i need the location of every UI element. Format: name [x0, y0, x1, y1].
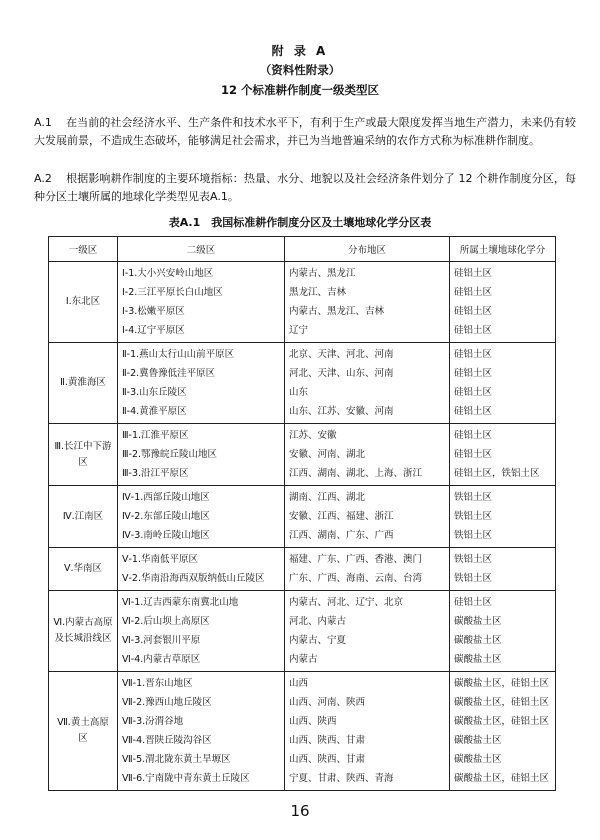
zone-line: Ⅶ-1.晋东山地区 — [122, 678, 193, 689]
soil-cell — [450, 343, 556, 424]
paragraph-text: 根据影响耕作制度的主要环境指标：热量、水分、地貌以及社会经济条件划分了 12 个耕作制度分区，每种分区土壤所属的地球化学类型见表A.1。 — [34, 172, 576, 203]
zone-line: Ⅴ-2.华南沿海西双版纳低山丘陵区 — [122, 573, 265, 584]
soil-cell — [450, 424, 556, 486]
annex-name: 12 个标准耕作制度一级类型区 — [220, 83, 379, 97]
soil-line: 硅铝土区 — [454, 449, 493, 460]
level1-zone-cell: Ⅶ.黄土高原区 — [49, 672, 118, 791]
level1-zone-cell: Ⅰ.东北区 — [49, 262, 118, 343]
area-cell — [285, 672, 450, 791]
soil-line: 硅铝土区 — [454, 325, 493, 336]
zone-line: Ⅱ-4.黄淮平原区 — [122, 406, 187, 417]
area-line: 广东、广西、海南、云南、台湾 — [289, 573, 423, 584]
soil-line: 铁铝土区 — [454, 492, 493, 503]
soil-line: 铁铝土区 — [454, 511, 493, 522]
zone-line: Ⅱ-3.山东丘陵区 — [122, 387, 187, 398]
soil-line: 铁铝土区 — [454, 530, 493, 541]
zone-cell — [118, 262, 285, 343]
table-header-row — [49, 237, 556, 262]
area-line: 黑龙江、吉林 — [289, 287, 347, 298]
area-line: 山西 — [289, 678, 309, 689]
area-line: 安徽、河南、湖北 — [289, 449, 366, 460]
soil-line: 硅铝土区 — [454, 406, 493, 417]
zone-line: Ⅵ-3.河套银川平原 — [122, 635, 201, 646]
paragraph-text: 在当前的社会经济水平、生产条件和技术水平下，有利于生产或最大限度发挥当地生产潜力，未来仍有较大发展前景，不造成生态破坏，能够满足社会需求，并已为当地普遍采纳的农作方式称为标准耕作制度。 — [34, 116, 576, 147]
soil-line: 硅铝土区 — [454, 306, 493, 317]
soil-line: 硅铝土区 — [454, 597, 493, 608]
area-line: 福建、广东、广西、香港、澳门 — [289, 554, 423, 565]
soil-line: 碳酸盐土区 — [454, 654, 502, 665]
zone-cell — [118, 548, 285, 591]
level1-zone-cell: Ⅳ.江南区 — [49, 486, 118, 548]
zone-line: Ⅳ-3.南岭丘陵山地区 — [122, 530, 210, 541]
page-number: 16 — [290, 802, 310, 820]
area-line: 山西、陕西、甘肃 — [289, 735, 366, 746]
header-level1: 一级区 — [49, 237, 118, 262]
zone-line: Ⅵ-4.内蒙古草原区 — [122, 654, 201, 665]
area-cell — [285, 548, 450, 591]
soil-cell — [450, 672, 556, 791]
area-line: 山东、江苏、安徽、河南 — [289, 406, 394, 417]
zone-cell — [118, 672, 285, 791]
zone-line: Ⅰ-4.辽宁平原区 — [122, 325, 185, 336]
level1-zone-cell: Ⅵ.内蒙古高原及长城沿线区 — [49, 591, 118, 672]
soil-cell — [450, 591, 556, 672]
area-line: 内蒙古、黑龙江 — [289, 268, 356, 279]
area-cell — [285, 262, 450, 343]
zone-cell — [118, 424, 285, 486]
zone-cell — [118, 343, 285, 424]
zone-line: Ⅶ-5.渭北陇东黄土旱塬区 — [122, 754, 231, 765]
soil-cell — [450, 486, 556, 548]
zone-line: Ⅵ-2.后山坝上高原区 — [122, 616, 210, 627]
zone-line: Ⅶ-4.晋陕丘陵沟谷区 — [122, 735, 212, 746]
soil-line: 碳酸盐土区，硅铝土区 — [454, 773, 550, 784]
area-line: 内蒙古、黑龙江、吉林 — [289, 306, 385, 317]
zone-cell — [118, 591, 285, 672]
soil-line: 碳酸盐土区 — [454, 635, 502, 646]
paragraph-a2 — [34, 170, 576, 206]
table-row — [49, 343, 556, 424]
zone-cell — [118, 486, 285, 548]
soil-line: 铁铝土区 — [454, 554, 493, 565]
zone-line: Ⅴ-1.华南低平原区 — [122, 554, 198, 565]
area-cell — [285, 343, 450, 424]
annex-title: 附 录 A — [271, 44, 329, 58]
area-line: 山东 — [289, 387, 309, 398]
area-line: 湖南、江西、湖北 — [289, 492, 366, 503]
area-line: 河北、天津、山东、河南 — [289, 368, 394, 379]
area-line: 河北、内蒙古 — [289, 616, 347, 627]
soil-line: 碳酸盐土区，硅铝土区 — [454, 716, 550, 727]
soil-cell — [450, 262, 556, 343]
paragraph-number: A.2 — [34, 172, 52, 185]
level1-zone-cell: Ⅲ.长江中下游区 — [49, 424, 118, 486]
zone-line: Ⅱ-2.冀鲁豫低洼平原区 — [122, 368, 216, 379]
zone-line: Ⅶ-3.汾渭谷地 — [122, 716, 184, 727]
paragraph-number: A.1 — [34, 116, 52, 129]
soil-line: 硅铝土区 — [454, 287, 493, 298]
zone-line: Ⅱ-1.燕山太行山山前平原区 — [122, 349, 235, 360]
table-row — [49, 424, 556, 486]
zone-line: Ⅶ-6.宁南陇中青东黄土丘陵区 — [122, 773, 250, 784]
annex-subtitle: （资料性附录） — [259, 63, 341, 77]
table-row — [49, 548, 556, 591]
area-cell — [285, 486, 450, 548]
soil-line: 硅铝土区 — [454, 368, 493, 379]
area-line: 宁夏、甘肃、陕西、青海 — [289, 773, 394, 784]
zone-line: Ⅳ-1.西部丘陵山地区 — [122, 492, 210, 503]
area-cell — [285, 424, 450, 486]
soil-line: 硅铝土区 — [454, 430, 493, 441]
table-row — [49, 262, 556, 343]
table-caption: 表A.1 我国标准耕作制度分区及土壤地球化学分区表 — [168, 216, 432, 229]
zone-line: Ⅰ-2.三江平原长白山地区 — [122, 287, 223, 298]
soil-line: 铁铝土区 — [454, 573, 493, 584]
header-level2: 二级区 — [118, 237, 285, 262]
area-line: 山西、河南、陕西 — [289, 697, 366, 708]
zone-line: Ⅲ-3.沿江平原区 — [122, 468, 189, 479]
zone-line: Ⅲ-1.江淮平原区 — [122, 430, 189, 441]
level1-zone-cell: Ⅱ.黄淮海区 — [49, 343, 118, 424]
header-soil: 所属土壤地球化学分 — [450, 237, 556, 262]
soil-line: 碳酸盐土区 — [454, 735, 502, 746]
table-row — [49, 672, 556, 791]
area-line: 内蒙古、宁夏 — [289, 635, 347, 646]
soil-line: 硅铝土区 — [454, 268, 493, 279]
area-line: 内蒙古 — [289, 654, 318, 665]
soil-line: 硅铝土区，铁铝土区 — [454, 468, 540, 479]
zone-line: Ⅰ-1.大小兴安岭山地区 — [122, 268, 214, 279]
zone-line: Ⅰ-3.松嫩平原区 — [122, 306, 185, 317]
area-line: 北京、天津、河北、河南 — [289, 349, 394, 360]
area-line: 山西、陕西、甘肃 — [289, 754, 366, 765]
zone-line: Ⅲ-2.鄂豫皖丘陵山地区 — [122, 449, 218, 460]
area-line: 山西、陕西 — [289, 716, 337, 727]
table-row — [49, 486, 556, 548]
area-line: 江西、湖南、湖北、上海、浙江 — [289, 468, 423, 479]
table-row — [49, 591, 556, 672]
area-line: 江西、湖南、广东、广西 — [289, 530, 394, 541]
zoning-table — [48, 236, 556, 791]
soil-line: 硅铝土区 — [454, 349, 493, 360]
paragraph-a1 — [34, 114, 576, 150]
soil-line: 硅铝土区 — [454, 387, 493, 398]
soil-line: 碳酸盐土区，硅铝土区 — [454, 697, 550, 708]
area-line: 安徽、江西、福建、浙江 — [289, 511, 394, 522]
area-line: 内蒙古、河北、辽宁、北京 — [289, 597, 404, 608]
soil-line: 碳酸盐土区 — [454, 754, 502, 765]
soil-line: 碳酸盐土区 — [454, 616, 502, 627]
level1-zone-cell: Ⅴ.华南区 — [49, 548, 118, 591]
zone-line: Ⅵ-1.辽吉西蒙东南冀北山地 — [122, 597, 239, 608]
area-cell — [285, 591, 450, 672]
zone-line: Ⅳ-2.东部丘陵山地区 — [122, 511, 210, 522]
zone-line: Ⅶ-2.豫西山地丘陵区 — [122, 697, 212, 708]
table-body — [49, 262, 556, 791]
area-line: 江苏、安徽 — [289, 430, 337, 441]
area-line: 辽宁 — [289, 325, 309, 336]
header-area: 分布地区 — [285, 237, 450, 262]
soil-line: 碳酸盐土区，硅铝土区 — [454, 678, 550, 689]
soil-cell — [450, 548, 556, 591]
